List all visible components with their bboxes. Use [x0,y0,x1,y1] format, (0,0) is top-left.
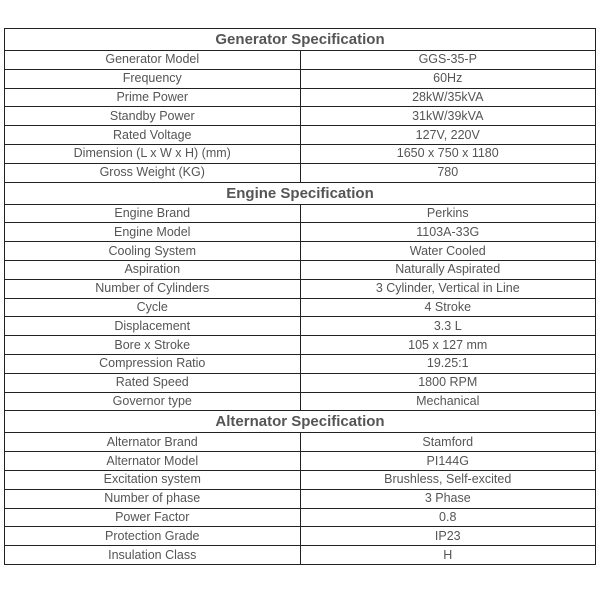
spec-label: Compression Ratio [5,354,301,373]
spec-value: 1650 x 750 x 1180 [300,144,596,163]
section-title: Alternator Specification [5,411,596,433]
spec-value: Perkins [300,204,596,223]
spec-label: Aspiration [5,260,301,279]
spec-label: Standby Power [5,107,301,126]
spec-label: Governor type [5,392,301,411]
spec-table [4,28,596,565]
spec-label: Bore x Stroke [5,336,301,355]
table-row [5,51,596,70]
spec-value: 1103A-33G [300,223,596,242]
table-row [5,144,596,163]
spec-value: 19.25:1 [300,354,596,373]
spec-value: Brushless, Self-excited [300,470,596,489]
table-row [5,126,596,145]
spec-value: 3 Phase [300,489,596,508]
spec-value: GGS-35-P [300,51,596,70]
table-row [5,107,596,126]
spec-value: 780 [300,163,596,182]
spec-value: 3.3 L [300,317,596,336]
spec-value: 127V, 220V [300,126,596,145]
spec-value: Mechanical [300,392,596,411]
table-row [5,260,596,279]
table-row [5,69,596,88]
table-row [5,298,596,317]
spec-value: 31kW/39kVA [300,107,596,126]
spec-value: 105 x 127 mm [300,336,596,355]
section-title: Generator Specification [5,29,596,51]
section-header-row [5,29,596,51]
spec-label: Rated Voltage [5,126,301,145]
spec-label: Cooling System [5,242,301,261]
spec-label: Insulation Class [5,546,301,565]
spec-value: H [300,546,596,565]
table-row [5,336,596,355]
spec-value: Stamford [300,433,596,452]
section-header-row [5,411,596,433]
spec-value: 0.8 [300,508,596,527]
spec-label: Cycle [5,298,301,317]
spec-label: Generator Model [5,51,301,70]
section-header-row [5,182,596,204]
spec-label: Alternator Model [5,452,301,471]
table-row [5,279,596,298]
spec-value: Naturally Aspirated [300,260,596,279]
spec-value: PI144G [300,452,596,471]
table-row [5,433,596,452]
spec-label: Frequency [5,69,301,88]
table-row [5,88,596,107]
spec-label: Engine Model [5,223,301,242]
table-row [5,317,596,336]
spec-table-body [5,29,596,565]
spec-label: Displacement [5,317,301,336]
spec-value: 60Hz [300,69,596,88]
spec-value: 4 Stroke [300,298,596,317]
spec-label: Number of phase [5,489,301,508]
table-row [5,354,596,373]
spec-value: IP23 [300,527,596,546]
table-row [5,392,596,411]
table-row [5,452,596,471]
section-title: Engine Specification [5,182,596,204]
spec-label: Power Factor [5,508,301,527]
table-row [5,242,596,261]
table-row [5,223,596,242]
spec-label: Gross Weight (KG) [5,163,301,182]
table-row [5,489,596,508]
spec-label: Alternator Brand [5,433,301,452]
spec-label: Protection Grade [5,527,301,546]
spec-value: 28kW/35kVA [300,88,596,107]
spec-value: 3 Cylinder, Vertical in Line [300,279,596,298]
spec-value: Water Cooled [300,242,596,261]
table-row [5,163,596,182]
spec-value: 1800 RPM [300,373,596,392]
spec-label: Engine Brand [5,204,301,223]
table-row [5,470,596,489]
table-row [5,204,596,223]
table-row [5,508,596,527]
spec-label: Excitation system [5,470,301,489]
spec-label: Prime Power [5,88,301,107]
spec-label: Rated Speed [5,373,301,392]
table-row [5,527,596,546]
table-row [5,546,596,565]
spec-label: Number of Cylinders [5,279,301,298]
spec-label: Dimension (L x W x H) (mm) [5,144,301,163]
table-row [5,373,596,392]
